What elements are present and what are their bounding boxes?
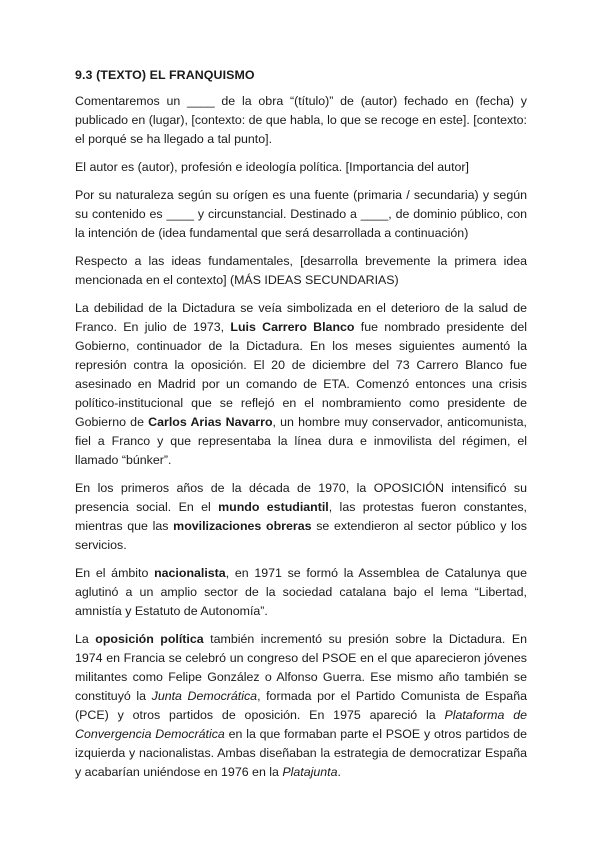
text-span: , un hombre muy conservador, anticomunista, fiel a Franco y que representaba la línea dura e inmovilista del régimen, el llamado “búnker”.	[75, 415, 528, 467]
paragraph-intro: Comentaremos un ____ de la obra “(título)” de (autor) fechado en (fecha) y publicado en (lugar), [contexto: de que habla, lo que se recoge en este]. [contexto: el porqué se ha llegado a tal punto].	[75, 94, 527, 146]
text-span: En el ámbito	[75, 566, 155, 580]
paragraph-opposition	[75, 479, 527, 555]
bold-term-student-world: mundo estudiantil	[218, 500, 329, 514]
italic-term-plataforma: Plataforma de Convergencia Democrática	[75, 708, 527, 741]
document-page	[75, 66, 527, 791]
paragraph-author: El autor es (autor), profesión e ideología política. [Importancia del autor]	[75, 160, 469, 174]
bold-name-carrero-blanco: Luis Carrero Blanco	[230, 320, 355, 334]
bold-term-nationalist: nacionalista	[154, 566, 226, 580]
text-span: , en 1971 se formó la Assemblea de Catalunya que aglutinó a un amplio sector de la sociedad catalana bajo el lema “Libertad, amnistía y Estatuto de Autonomía”.	[75, 566, 527, 618]
italic-term-platajunta: Platajunta	[282, 765, 338, 779]
text-span: se extendieron al sector público y los servicios.	[75, 519, 527, 552]
text-span: La	[75, 632, 96, 646]
paragraph-nationalism	[75, 564, 527, 621]
paragraph-main-ideas: Respecto a las ideas fundamentales, [desarrolla brevemente la primera idea mencionada en el contexto] (MÁS IDEAS SECUNDARIAS)	[75, 254, 527, 287]
text-span: fue nombrado presidente del Gobierno, continuador de la Dictadura. En los meses siguientes aumentó la represión contra la oposición. El 20 de diciembre del 73 Carrero Blanco fue asesinado en Madrid por un comando de ETA. Comenzó entonces una crisis político-institucional que se reflejó en el nombramiento como presidente de Gobierno de	[75, 320, 528, 429]
text-span: , las protestas fueron constantes, mientras que las	[75, 500, 527, 533]
text-span: En los primeros años de la década de 1970, la OPOSICIÓN intensificó su presencia social. En el	[75, 481, 527, 514]
text-span: , formada por el Partido Comunista de España (PCE) y otros partidos de oposición. En 1975 apareció la	[75, 689, 527, 722]
paragraph-source-nature: Por su naturaleza según su orígen es una fuente (primaria / secundaria) y según su contenido es ____ y circunstancial. Destinado a ____, de dominio público, con la intención de (idea fundamental que será desarrollada a continuación)	[75, 188, 527, 240]
text-span: en la que formaban parte el PSOE y otros partidos de izquierda y nacionalistas. Ambas diseñaban la estrategia de democratizar España y acabarían uniéndose en 1976 en la	[75, 727, 527, 779]
text-span: La debilidad de la Dictadura se veía simbolizada en el deterioro de la salud de Franco. En julio de 1973,	[75, 301, 527, 334]
paragraph-political-opposition	[75, 630, 527, 782]
bold-name-arias-navarro: Carlos Arias Navarro	[148, 415, 273, 429]
italic-term-junta-democratica: Junta Democrática	[151, 689, 258, 703]
paragraph-dictatorship-weakness	[75, 299, 527, 470]
text-span: .	[337, 765, 341, 779]
text-span: también incrementó su presión sobre la Dictadura. En 1974 en Francia se celebró un congreso del PSOE en el que aparecieron jóvenes militantes como Felipe González o Alfonso Guerra. Ese mismo año también se constituyó la	[75, 632, 528, 703]
page-title: 9.3 (TEXTO) EL FRANQUISMO	[75, 68, 255, 82]
bold-term-political-opposition: oposición política	[95, 632, 204, 646]
bold-term-worker-mobilizations: movilizaciones obreras	[173, 519, 312, 533]
